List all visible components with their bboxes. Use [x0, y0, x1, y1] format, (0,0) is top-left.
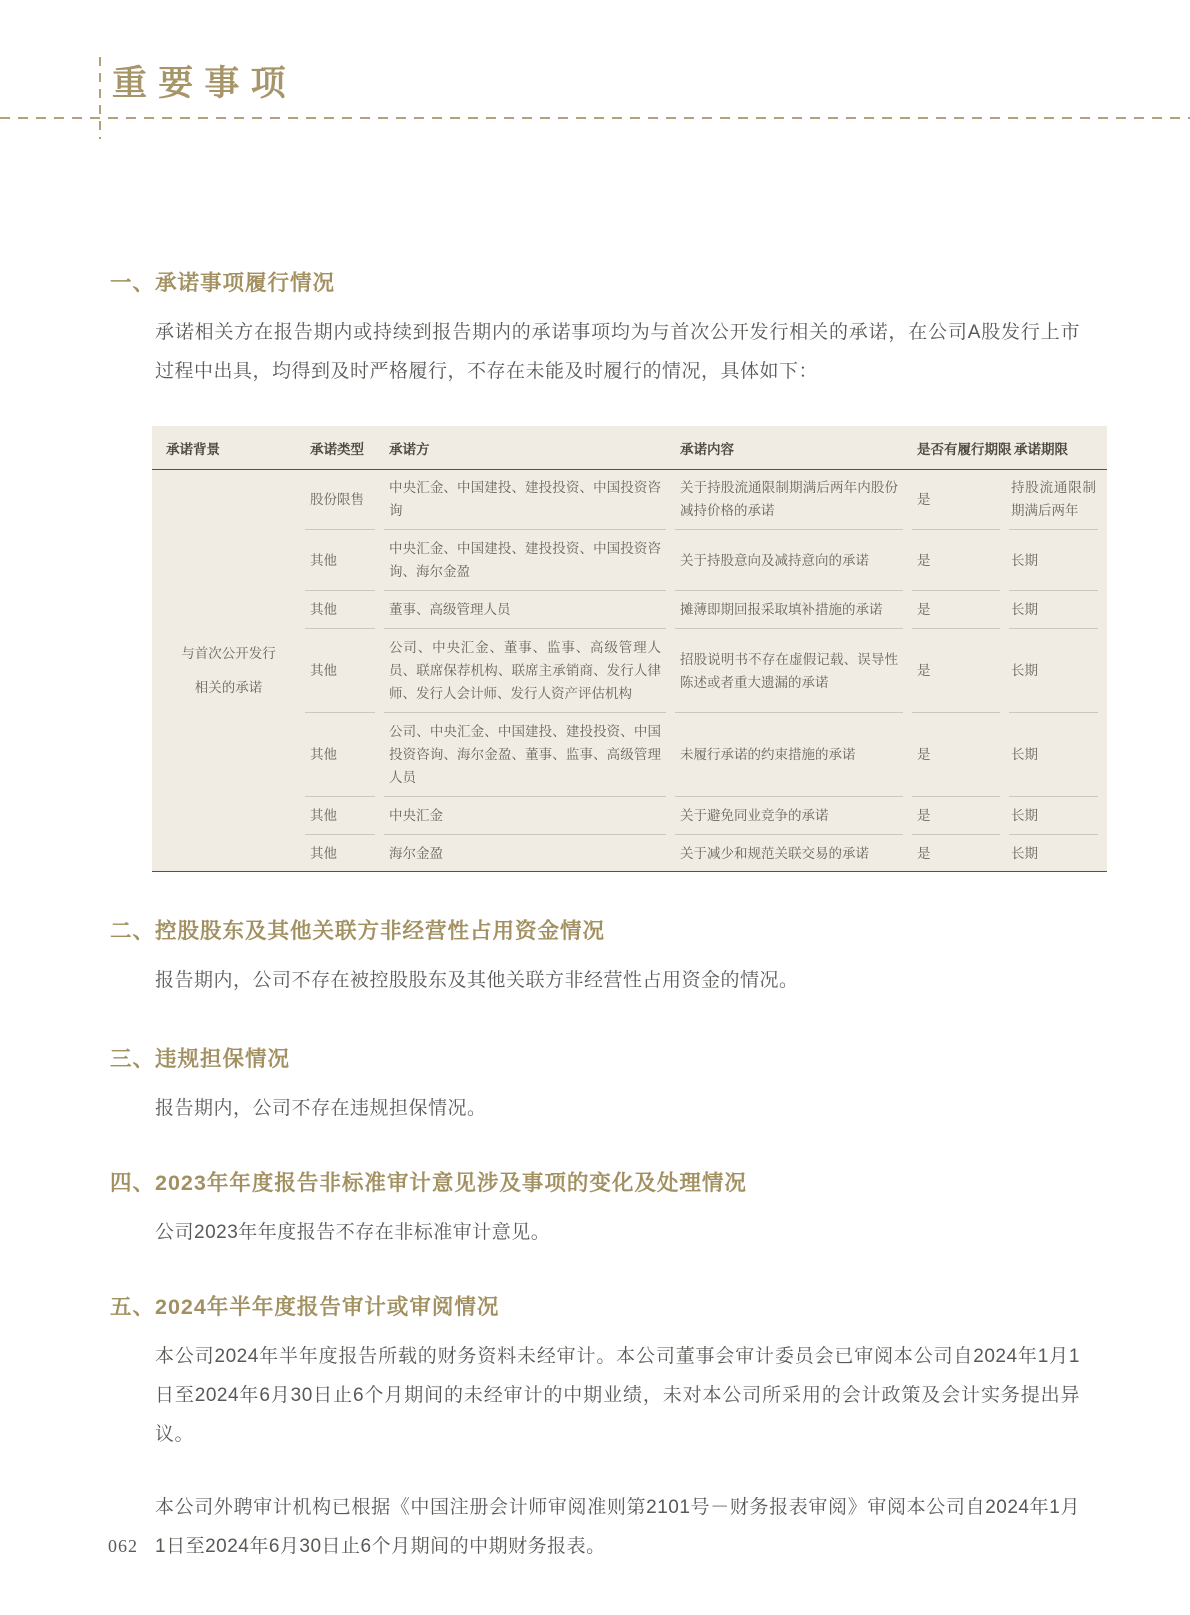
- section-heading-5: 五、2024年半年度报告审计或审阅情况: [110, 1295, 500, 1319]
- section-nonstandard-audit-opinion: [0, 1166, 1190, 1252]
- cell-type: 股份限售: [305, 469, 375, 530]
- section-paragraph: 报告期内，公司不存在违规担保情况。: [155, 1098, 487, 1119]
- cell-content: 关于持股意向及减持意向的承诺: [675, 530, 903, 591]
- col-header-period: 承诺期限: [1014, 441, 1068, 457]
- cell-party: 董事、高级管理人员: [384, 591, 666, 629]
- section-commitments: [0, 266, 1190, 872]
- cell-party: 公司、中央汇金、董事、监事、高级管理人员、联席保荐机构、联席主承销商、发行人律师、发行人会计师、发行人资产评估机构: [384, 629, 666, 713]
- cell-party: 中央汇金、中国建投、建投投资、中国投资咨询: [384, 469, 666, 530]
- title-vertical-dashed-rule: [99, 57, 101, 139]
- cell-period: 长期: [1009, 797, 1098, 835]
- commitments-table-body: [161, 469, 1098, 872]
- cell-period: 长期: [1011, 846, 1038, 861]
- page-number: 062: [108, 1536, 138, 1556]
- cell-type: 其他: [305, 713, 375, 797]
- cell-has-deadline: 是: [917, 846, 931, 861]
- section-semiannual-audit-review: [0, 1290, 1190, 1566]
- cell-period: 长期: [1009, 591, 1098, 629]
- col-header-background: 承诺背景: [166, 441, 220, 457]
- cell-party: 中央汇金、中国建投、建投投资、中国投资咨询、海尔金盈: [384, 530, 666, 591]
- cell-period: 长期: [1009, 530, 1098, 591]
- section-paragraph: 本公司2024年半年度报告所载的财务资料未经审计。本公司董事会审计委员会已审阅本公司自2024年1月1日至2024年6月30日止6个月期间的未经审计的中期业绩，未对本公司所采用的会计政策及会计实务提出异议。: [155, 1346, 1080, 1445]
- section-heading-4: 四、2023年年度报告非标准审计意见涉及事项的变化及处理情况: [110, 1171, 747, 1195]
- cell-type: 其他: [305, 530, 375, 591]
- cell-content: 摊薄即期回报采取填补措施的承诺: [675, 591, 903, 629]
- col-header-has-deadline: 是否有履行期限: [917, 441, 1012, 457]
- section-paragraph: 报告期内，公司不存在被控股股东及其他关联方非经营性占用资金的情况。: [155, 970, 799, 991]
- section-heading-3: 三、违规担保情况: [110, 1047, 291, 1071]
- cell-party: 中央汇金: [384, 797, 666, 835]
- commitments-table: [152, 426, 1107, 872]
- section-heading-1: 一、承诺事项履行情况: [110, 271, 336, 295]
- cell-has-deadline: 是: [912, 530, 1000, 591]
- page-title: 重要事项: [112, 64, 297, 103]
- table-row: [161, 629, 1098, 713]
- cell-type: 其他: [310, 846, 337, 861]
- table-row: [161, 835, 1098, 872]
- table-row: [161, 591, 1098, 629]
- background-merged-text: 与首次公开发行相关的承诺: [181, 645, 276, 695]
- cell-content: 关于减少和规范关联交易的承诺: [680, 846, 869, 861]
- table-row: [161, 530, 1098, 591]
- cell-type: 其他: [305, 797, 375, 835]
- col-header-type: 承诺类型: [310, 441, 364, 457]
- header-horizontal-dashed-rule: [0, 117, 1190, 119]
- col-header-party: 承诺方: [389, 441, 430, 457]
- cell-has-deadline: 是: [912, 469, 1000, 530]
- section-heading-2: 二、控股股东及其他关联方非经营性占用资金情况: [110, 919, 606, 943]
- section-fund-occupation: [0, 914, 1190, 1000]
- cell-period: 持股流通限制期满后两年: [1009, 469, 1098, 530]
- section-paragraph: 承诺相关方在报告期内或持续到报告期内的承诺事项均为与首次公开发行相关的承诺，在公司A股发行上市过程中出具，均得到及时严格履行，不存在未能及时履行的情况，具体如下：: [155, 322, 1080, 382]
- table-row: [161, 713, 1098, 797]
- cell-period: 长期: [1009, 629, 1098, 713]
- cell-period: 长期: [1009, 713, 1098, 797]
- cell-party: 公司、中央汇金、中国建投、建投投资、中国投资咨询、海尔金盈、董事、监事、高级管理人员: [384, 713, 666, 797]
- col-header-content: 承诺内容: [680, 441, 734, 457]
- cell-has-deadline: 是: [912, 713, 1000, 797]
- section-paragraph: 公司2023年年度报告不存在非标准审计意见。: [155, 1222, 551, 1243]
- cell-has-deadline: 是: [912, 591, 1000, 629]
- section-paragraph: 本公司外聘审计机构已根据《中国注册会计师审阅准则第2101号－财务报表审阅》审阅本公司自2024年1月1日至2024年6月30日止6个月期间的中期财务报表。: [155, 1497, 1080, 1557]
- section-guarantee-violation: [0, 1042, 1190, 1128]
- cell-has-deadline: 是: [912, 797, 1000, 835]
- cell-content: 关于持股流通限制期满后两年内股份减持价格的承诺: [675, 469, 903, 530]
- cell-content: 招股说明书不存在虚假记载、误导性陈述或者重大遗漏的承诺: [675, 629, 903, 713]
- table-row: [161, 469, 1098, 530]
- table-header-row: [161, 426, 1098, 469]
- cell-has-deadline: 是: [912, 629, 1000, 713]
- cell-type: 其他: [305, 591, 375, 629]
- page-content: [0, 266, 1190, 1566]
- cell-content: 未履行承诺的约束措施的承诺: [675, 713, 903, 797]
- table-bottom-rule: [152, 871, 1107, 872]
- cell-background-merged: [161, 469, 296, 872]
- table-header-rule: [152, 469, 1107, 470]
- cell-type: 其他: [305, 629, 375, 713]
- table-row: [161, 797, 1098, 835]
- cell-party: 海尔金盈: [389, 846, 443, 861]
- cell-content: 关于避免同业竞争的承诺: [675, 797, 903, 835]
